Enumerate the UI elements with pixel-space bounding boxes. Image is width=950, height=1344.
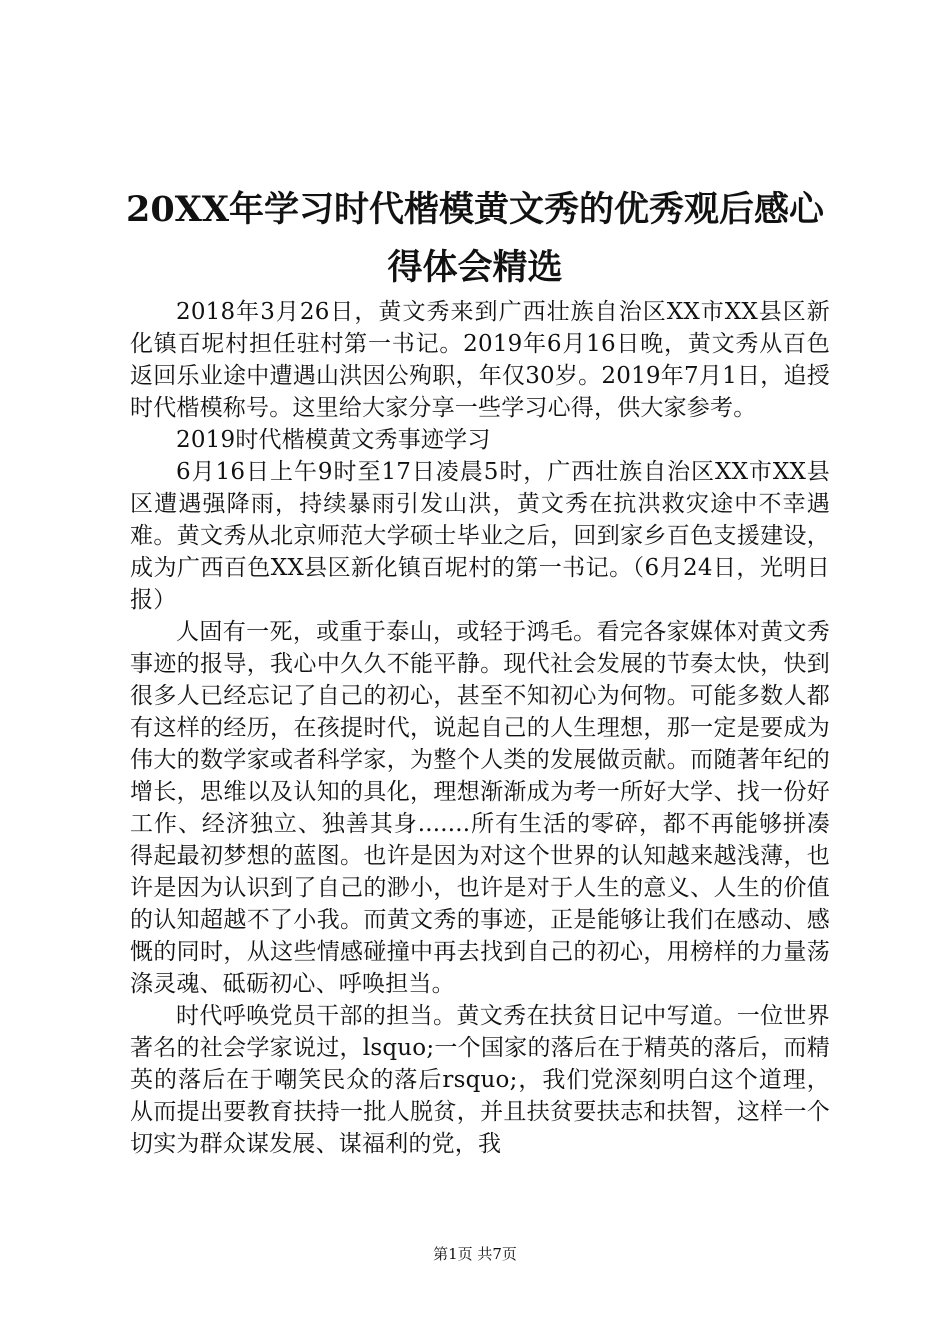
paragraph-intro: 2018年3月26日，黄文秀来到广西壮族自治区XX市XX县区新化镇百坭村担任驻村第一书记。2019年6月16日晚，黄文秀从百色返回乐业途中遭遇山洪因公殉职，年仅30岁。2019年7月1日，追授时代楷模称号。这里给大家分享一些学习心得，供大家参考。 — [130, 299, 830, 421]
paragraph-event: 6月16日上午9时至17日凌晨5时，广西壮族自治区XX市XX县区遭遇强降雨，持续暴雨引发山洪，黄文秀在抗洪救灾途中不幸遇难。黄文秀从北京师范大学硕士毕业之后，回到家乡百色支援建设，成为广西百色XX县区新化镇百坭村的第一书记。（6月24日，光明日报） — [130, 459, 830, 613]
document-body — [130, 296, 830, 1160]
document-title-line-1: 20XX年学习时代楷模黄文秀的优秀观后感心 — [125, 189, 825, 230]
document-title-line-2: 得体会精选 — [387, 247, 563, 288]
section-heading: 2019时代楷模黄文秀事迹学习 — [176, 427, 491, 453]
paragraph-responsibility: 时代呼唤党员干部的担当。黄文秀在扶贫日记中写道。一位世界著名的社会学家说过，lsquo;一个国家的落后在于精英的落后，而精英的落后在于嘲笑民众的落后rsquo;，我们党深刻明白这个道理，从而提出要教育扶持一批人脱贫，并且扶贫要扶志和扶智，这样一个切实为群众谋发展、谋福利的党，我 — [130, 1003, 830, 1157]
page-footer: 第1页 共7页 — [433, 1245, 517, 1263]
paragraph-reflection: 人固有一死，或重于泰山，或轻于鸿毛。看完各家媒体对黄文秀事迹的报导，我心中久久不能平静。现代社会发展的节奏太快，快到很多人已经忘记了自己的初心，甚至不知初心为何物。可能多数人都有这样的经历，在孩提时代，说起自己的人生理想，那一定是要成为伟大的数学家或者科学家，为整个人类的发展做贡献。而随著年纪的增长，思维以及认知的具化，理想渐渐成为考一所好大学、找一份好工作、经济独立、独善其身.......所有生活的零碎，都不再能够拼凑得起最初梦想的蓝图。也许是因为对这个世界的认知越来越浅薄，也许是因为认识到了自己的渺小，也许是对于人生的意义、人生的价值的认知超越不了小我。而黄文秀的事迹，正是能够让我们在感动、感慨的同时，从这些情感碰撞中再去找到自己的初心，用榜样的力量荡涤灵魂、砥砺初心、呼唤担当。 — [130, 619, 830, 997]
